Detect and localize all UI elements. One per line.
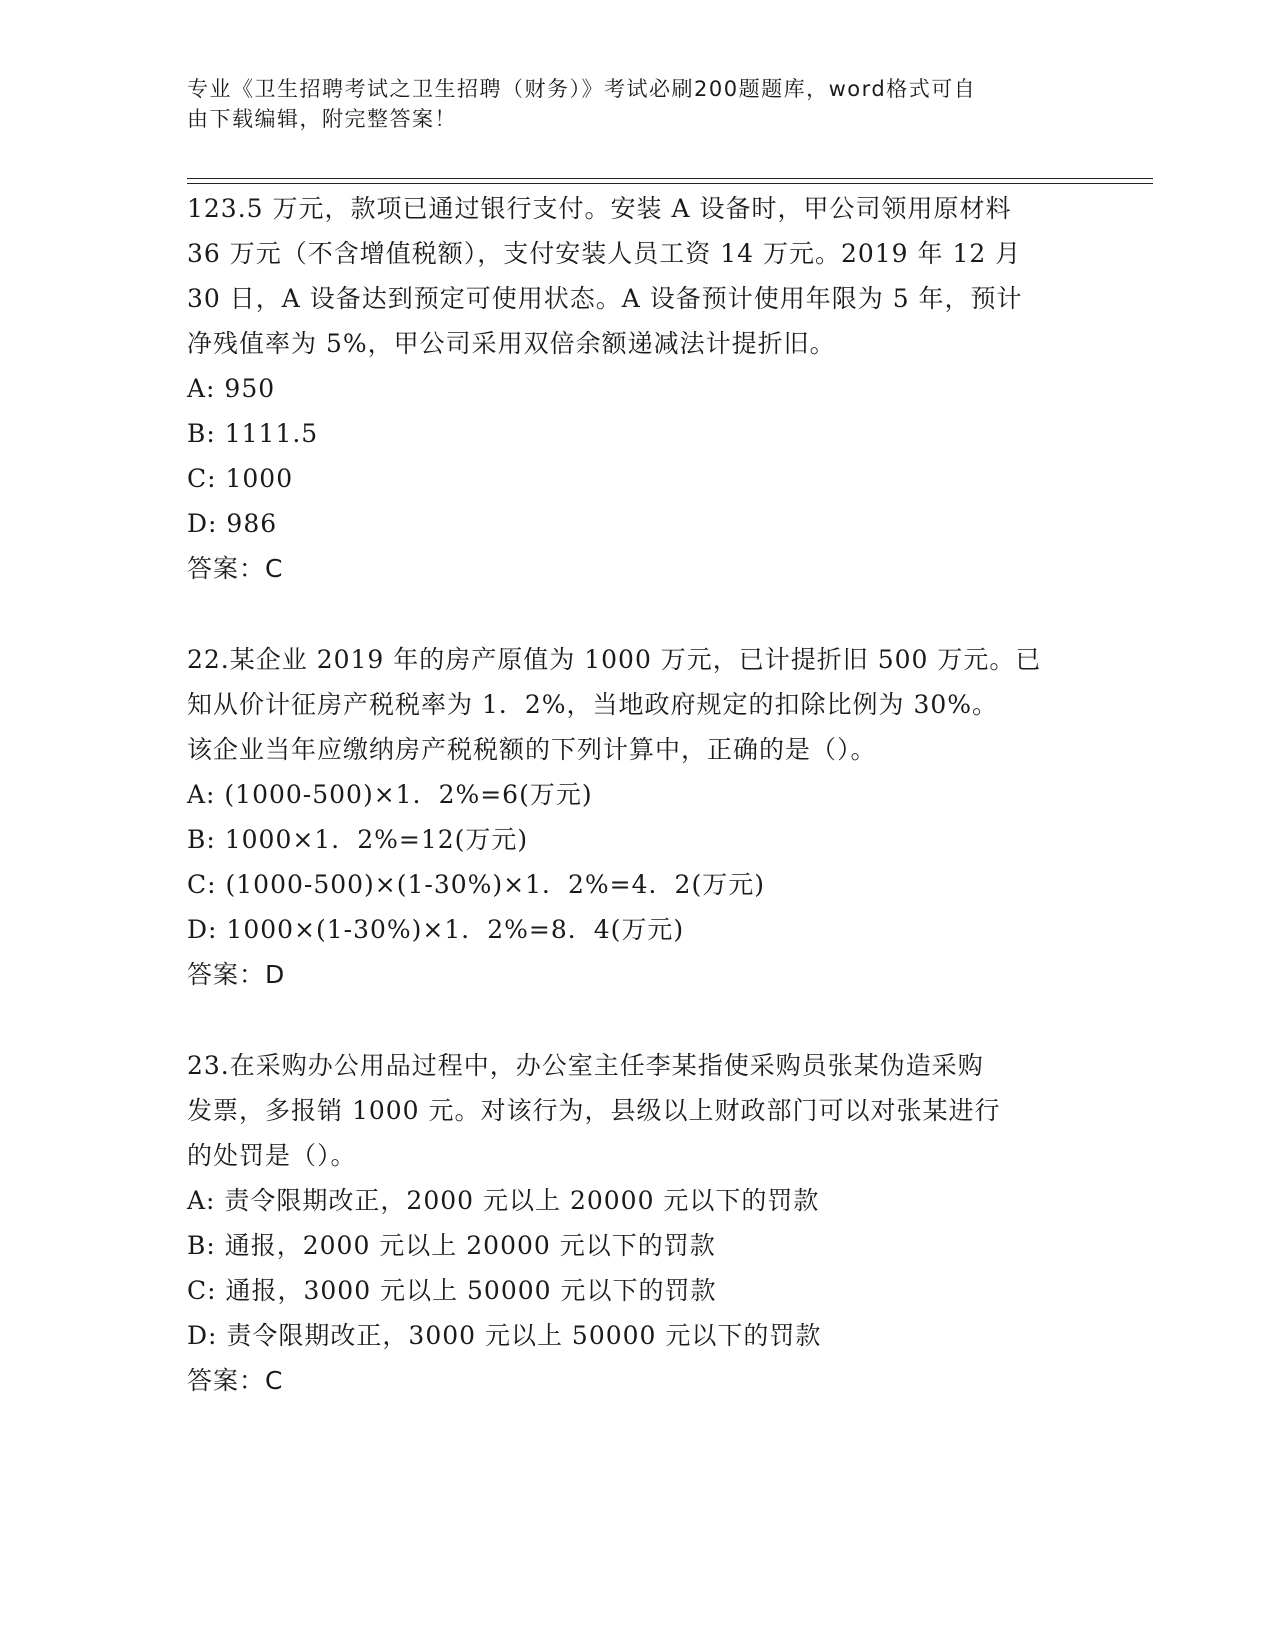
option-b: B: 通报，2000 元以上 20000 元以下的罚款 bbox=[187, 1231, 716, 1260]
question-text-line: 123.5 万元，款项已通过银行支付。安装 A 设备时，甲公司领用原材料 bbox=[187, 194, 1012, 223]
option-a: A: 950 bbox=[187, 374, 276, 403]
question-text-line: 23.在采购办公用品过程中，办公室主任李某指使采购员张某伪造采购 bbox=[187, 1051, 984, 1080]
option-b: B: 1000×1．2%=12(万元) bbox=[187, 825, 529, 854]
document-body bbox=[187, 186, 1087, 1403]
document-header bbox=[187, 74, 1067, 134]
question-text-line: 22.某企业 2019 年的房产原值为 1000 万元，已计提折旧 500 万元。已 bbox=[187, 645, 1042, 674]
answer-line: 答案：C bbox=[187, 554, 284, 583]
question-text-line: 净残值率为 5%，甲公司采用双倍余额递减法计提折旧。 bbox=[187, 329, 836, 358]
question-text-line: 知从价计征房产税税率为 1．2%，当地政府规定的扣除比例为 30%。 bbox=[187, 690, 999, 719]
header-line-1: 专业《卫生招聘考试之卫生招聘（财务）》考试必刷200题题库，word格式可自 bbox=[187, 77, 977, 101]
option-b: B: 1111.5 bbox=[187, 419, 319, 448]
question-continuation bbox=[187, 186, 1087, 591]
question-text-line: 36 万元（不含增值税额），支付安装人员工资 14 万元。2019 年 12 月 bbox=[187, 239, 1022, 268]
option-c: C: (1000-500)×(1-30%)×1．2%=4．2(万元) bbox=[187, 870, 765, 899]
option-d: D: 责令限期改正，3000 元以上 50000 元以下的罚款 bbox=[187, 1321, 822, 1350]
question-23 bbox=[187, 1043, 1087, 1403]
option-a: A: (1000-500)×1．2%=6(万元) bbox=[187, 780, 593, 809]
option-a: A: 责令限期改正，2000 元以上 20000 元以下的罚款 bbox=[187, 1186, 820, 1215]
question-22 bbox=[187, 637, 1087, 997]
answer-line: 答案：D bbox=[187, 960, 286, 989]
option-d: D: 986 bbox=[187, 509, 278, 538]
header-divider-bottom bbox=[187, 183, 1153, 184]
answer-line: 答案：C bbox=[187, 1366, 284, 1395]
question-text-line: 的处罚是（）。 bbox=[187, 1141, 357, 1170]
spacer bbox=[187, 591, 1087, 637]
header-divider-top bbox=[187, 178, 1153, 179]
option-d: D: 1000×(1-30%)×1．2%=8．4(万元) bbox=[187, 915, 685, 944]
question-text-line: 30 日，A 设备达到预定可使用状态。A 设备预计使用年限为 5 年，预计 bbox=[187, 284, 1023, 313]
question-text-line: 发票，多报销 1000 元。对该行为，县级以上财政部门可以对张某进行 bbox=[187, 1096, 1001, 1125]
option-c: C: 通报，3000 元以上 50000 元以下的罚款 bbox=[187, 1276, 717, 1305]
option-c: C: 1000 bbox=[187, 464, 294, 493]
question-text-line: 该企业当年应缴纳房产税税额的下列计算中，正确的是（）。 bbox=[187, 735, 877, 764]
spacer bbox=[187, 997, 1087, 1043]
header-line-2: 由下载编辑，附完整答案！ bbox=[187, 107, 457, 131]
